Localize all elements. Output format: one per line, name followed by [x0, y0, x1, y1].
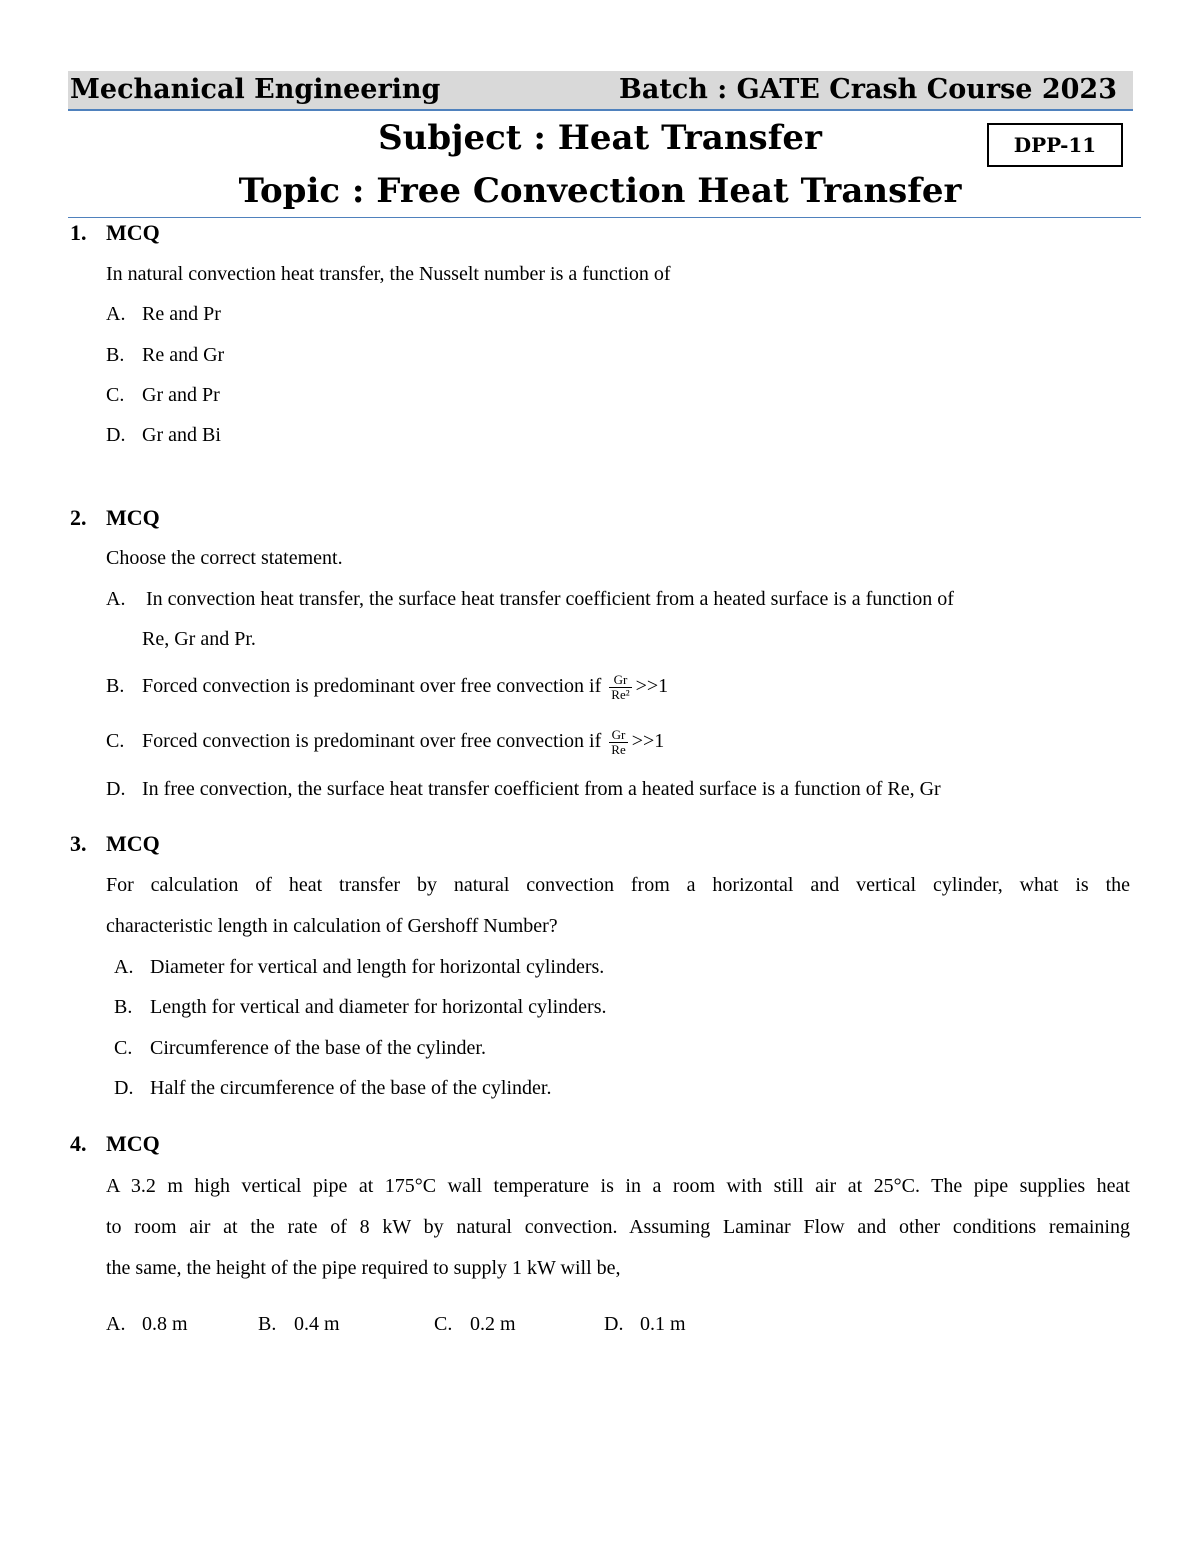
option-a — [106, 301, 221, 327]
option-text: Diameter for vertical and length for horizontal cylinders. — [150, 956, 605, 978]
option-b — [106, 673, 668, 702]
fraction-numerator: Gr — [609, 673, 631, 688]
option-text: Half the circumference of the base of the cylinder. — [150, 1077, 552, 1099]
question-text-line-2: characteristic length in calculation of Gershoff Number? — [106, 915, 558, 937]
question-text-line-1: For calculation of heat transfer by natural convection from a horizontal and vertical cylinder, what is the — [106, 874, 1130, 896]
option-a — [106, 1311, 188, 1337]
option-c — [106, 382, 220, 408]
fraction-numerator: Gr — [609, 728, 627, 743]
option-text: Re and Gr — [142, 344, 225, 366]
fraction-denominator: Re² — [611, 687, 630, 702]
option-text: 0.1 m — [640, 1313, 686, 1335]
option-letter: C. — [106, 730, 125, 753]
option-letter: A. — [106, 303, 126, 325]
option-letter: D. — [604, 1313, 624, 1335]
question-number: 3. — [70, 831, 87, 856]
option-letter: C. — [434, 1313, 453, 1335]
fraction-denominator: Re — [611, 742, 626, 757]
question-number: 4. — [70, 1131, 87, 1156]
question-type: MCQ — [106, 220, 160, 245]
option-c — [434, 1311, 516, 1337]
department-label: Mechanical Engineering — [70, 74, 441, 105]
option-b — [114, 994, 606, 1020]
question-type: MCQ — [106, 505, 160, 530]
option-a — [106, 586, 954, 612]
question-text-line-1: A 3.2 m high vertical pipe at 175°C wall temperature is in a room with still air at 25°C. The pipe supplies heat — [106, 1175, 1130, 1197]
question-text-line-3: the same, the height of the pipe required to supply 1 kW will be, — [106, 1257, 621, 1279]
option-text: Circumference of the base of the cylinder. — [150, 1037, 486, 1059]
option-text: In convection heat transfer, the surface heat transfer coefficient from a heated surface is a function of — [146, 588, 954, 610]
option-d — [106, 422, 221, 448]
option-letter: A. — [106, 588, 126, 610]
topic-title: Topic : Free Convection Heat Transfer — [238, 171, 962, 211]
option-c — [106, 728, 664, 757]
option-text: Gr and Bi — [142, 424, 221, 446]
subject-title: Subject : Heat Transfer — [378, 118, 822, 158]
question-text: Choose the correct statement. — [106, 547, 343, 569]
option-letter: B. — [258, 1313, 277, 1335]
option-letter: D. — [114, 1077, 134, 1099]
option-a-continued: Re, Gr and Pr. — [142, 628, 256, 650]
option-text: Gr and Pr — [142, 384, 220, 406]
option-letter: A. — [106, 1313, 126, 1335]
option-b — [106, 342, 224, 368]
question-number: 2. — [70, 505, 87, 530]
option-b — [258, 1311, 340, 1337]
option-d — [106, 776, 941, 802]
question-text-line-2: to room air at the rate of 8 kW by natural convection. Assuming Laminar Flow and other conditions remaining — [106, 1216, 1130, 1238]
option-letter: B. — [106, 344, 125, 366]
batch-label: Batch : GATE Crash Course 2023 — [619, 74, 1117, 105]
option-letter: C. — [114, 1037, 133, 1059]
question-type: MCQ — [106, 831, 160, 856]
inequality: >>1 — [631, 730, 665, 753]
option-letter: D. — [106, 778, 126, 800]
option-text: Forced convection is predominant over free convection if — [142, 730, 602, 753]
question-number: 1. — [70, 220, 87, 245]
option-letter: A. — [114, 956, 134, 978]
option-d — [114, 1075, 551, 1101]
option-text: 0.8 m — [142, 1313, 188, 1335]
option-text: 0.2 m — [470, 1313, 516, 1335]
header-divider — [68, 217, 1141, 218]
inequality: >>1 — [635, 675, 669, 698]
option-text: Length for vertical and diameter for horizontal cylinders. — [150, 996, 607, 1018]
dpp-badge: DPP-11 — [987, 123, 1123, 167]
option-letter: B. — [106, 675, 125, 698]
option-letter: D. — [106, 424, 126, 446]
option-c — [114, 1035, 486, 1061]
fraction-gr-over-re — [609, 728, 627, 757]
header-bar — [68, 71, 1133, 111]
option-text: Re and Pr — [142, 303, 221, 325]
question-text: In natural convection heat transfer, the Nusselt number is a function of — [106, 263, 671, 285]
option-letter: C. — [106, 384, 125, 406]
option-letter: B. — [114, 996, 133, 1018]
option-a — [114, 954, 604, 980]
option-d — [604, 1311, 686, 1337]
option-text: In free convection, the surface heat transfer coefficient from a heated surface is a function of Re, Gr — [142, 778, 941, 800]
option-text: Forced convection is predominant over free convection if — [142, 675, 602, 698]
question-type: MCQ — [106, 1131, 160, 1156]
fraction-gr-over-re-squared — [609, 673, 631, 702]
option-text: 0.4 m — [294, 1313, 340, 1335]
